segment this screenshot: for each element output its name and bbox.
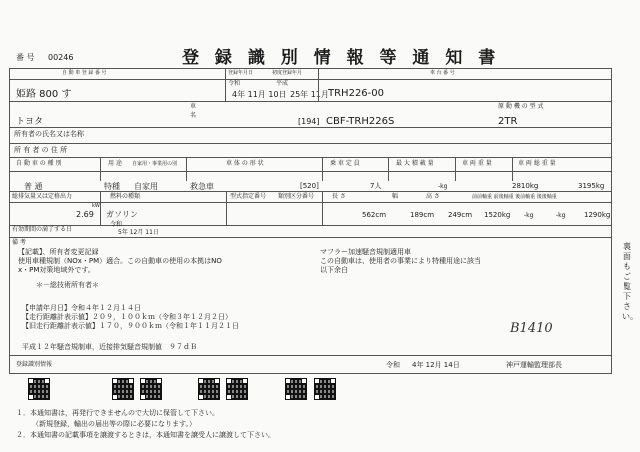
qr-code-7 [314,378,336,400]
chassis-number: TRH226-00 [328,88,384,99]
remarks-right-2: この自動車は、使用者の事業により特種用途に該当 [320,257,481,265]
axle-rr-value: 1290kg [584,211,611,219]
capacity-value: 7人 [370,182,382,190]
max-load-label: 最 大 積 載 量 [396,160,434,167]
qr-code-6 [285,378,307,400]
noise-regulation: 平成１２年騒音規制車，近接排気騒音規制値 ９７ｄＢ [22,343,197,351]
length-label: 長 さ [332,193,346,200]
remarks-line-2: 使用車種規制（NOx・PM）適合。この自動車の使用の本拠はNO [18,257,222,265]
maker-name: トヨタ [16,117,44,127]
class-code-label: 類別区分番号 [278,193,315,200]
qr-section-label: 登録識別情報 [16,361,53,368]
serial-label: 番 号 [16,53,35,62]
height-label: 高 さ [426,193,440,200]
displacement-label: 総排気量又は定格出力 [12,193,73,200]
displacement-value: 2.69 [76,210,94,219]
remarks-line-1: 【記載】、所有者変更記録 [18,248,99,256]
qr-code-5 [226,378,248,400]
qr-code-1 [28,378,50,400]
qr-code-4 [198,378,220,400]
engine-model: 2TR [498,116,518,127]
issue-era: 令和 [386,361,400,369]
owner-address-label: 所 有 者 の 住 所 [14,146,68,154]
vehicle-no-label: 車 台 番 号 [430,70,455,76]
model-code-label: 型式指定番号 [230,193,267,200]
body-shape-value: 救急車 [190,182,214,191]
max-load-value: -kg [438,183,448,190]
use-small-label: 自家用・事業用の別 [132,161,178,167]
first-registration: 25年 11月 [290,90,329,99]
axle-fr-value: -kg [524,212,534,219]
height-value: 249cm [448,211,473,219]
handwritten-mark: B1410 [510,321,553,336]
era-heisei: 平成 [276,80,289,87]
name-label-2: 名 [190,112,197,119]
qr-code-3 [140,378,162,400]
length-value: 562cm [362,211,387,219]
engine-type-label: 原 動 機 の 型 式 [498,103,544,110]
expiry-date: 5年 12月 11日 [118,229,159,236]
weight-value: 2810kg [512,182,539,190]
owner-name-label: 所有者の氏名又は名称 [14,130,84,138]
width-label: 幅 [392,193,399,200]
first-year-label: 初度登録年月 [272,70,303,76]
weight-label: 車 両 重 量 [462,160,492,167]
fuel-value: ガソリン [106,210,138,219]
issuing-authority: 神戸運輸監理部長 [506,361,562,369]
type-code: [194] [298,117,320,126]
use-label: 用 途 [108,160,122,167]
remarks-note: ＊－総技術所有者＊ [36,281,99,289]
model-code: CBF-TRH226S [326,116,395,127]
axle-ff-value: 1520kg [484,211,511,219]
gross-weight-value: 3195kg [578,182,605,190]
vehicle-type-label: 自 動 車 の 種 別 [16,160,62,167]
issue-date: 4年 12月 14日 [412,361,460,369]
body-code: [520] [300,182,319,190]
use-value: 特種 [104,182,120,191]
document-title: 登 録 識 別 情 報 等 通 知 書 [182,48,501,68]
capacity-label: 乗 車 定 員 [330,160,360,167]
remarks-right-3: 以下余白 [320,266,348,274]
name-label-1: 車 [190,103,197,110]
qr-code-2 [112,378,134,400]
footnote-1b: （新規登録，輸出の届出等の際に必要になります。） [32,420,196,428]
remarks-right-1: マフラー加速騒音規制適用車 [320,248,411,256]
odometer-line-2: 【走行距離計表示値】２０９，１００ｋｍ（令和３年１２月２日） [22,313,232,321]
axle-label: 前前軸重 前後軸重 後前軸重 後後軸重 [472,194,557,200]
gross-weight-label: 車 両 総 重 量 [518,160,556,167]
displacement-unit: kW [92,203,100,209]
serial-number: 00246 [48,53,74,62]
side-note: 裏面もご覧下さい。 [622,242,638,321]
first-reg-label: 登録年月日 [228,70,254,76]
era-reiwa: 令和 [228,80,241,87]
width-value: 189cm [410,211,435,219]
axle-rf-value: -kg [556,212,566,219]
remarks-line-3: x・PM対策地域外です。 [18,266,95,274]
odometer-line-3: 【旧走行距離計表示値】１７０，９００ｋｍ（令和１年１１月２１日 [22,322,239,330]
registration-date: 4年 11月 10日 [232,90,287,99]
fuel-label: 燃料の種類 [110,193,141,200]
odometer-line-1: 【申請年月日】令和４年１２月１４日 [22,304,141,312]
footnote-1: １．本通知書は，再発行できませんので大切に保管して下さい。 [16,409,219,417]
remarks-label: 備 考 [12,239,26,246]
private-value: 自家用 [134,182,158,191]
registration-number: 姫路 800 す [16,89,72,100]
body-shape-label: 車 体 の 形 状 [226,160,264,167]
expiry-label: 有効期間の満了する日 [12,226,73,233]
expiry-era: 令和 [110,221,123,228]
reg-no-label: 自 動 車 登 録 番 号 [62,70,107,76]
vehicle-category: 普 通 [24,182,43,191]
footnote-2: ２．本通知書の記載事項を譲渡するときは，本通知書を譲受人に譲渡して下さい。 [16,431,275,439]
